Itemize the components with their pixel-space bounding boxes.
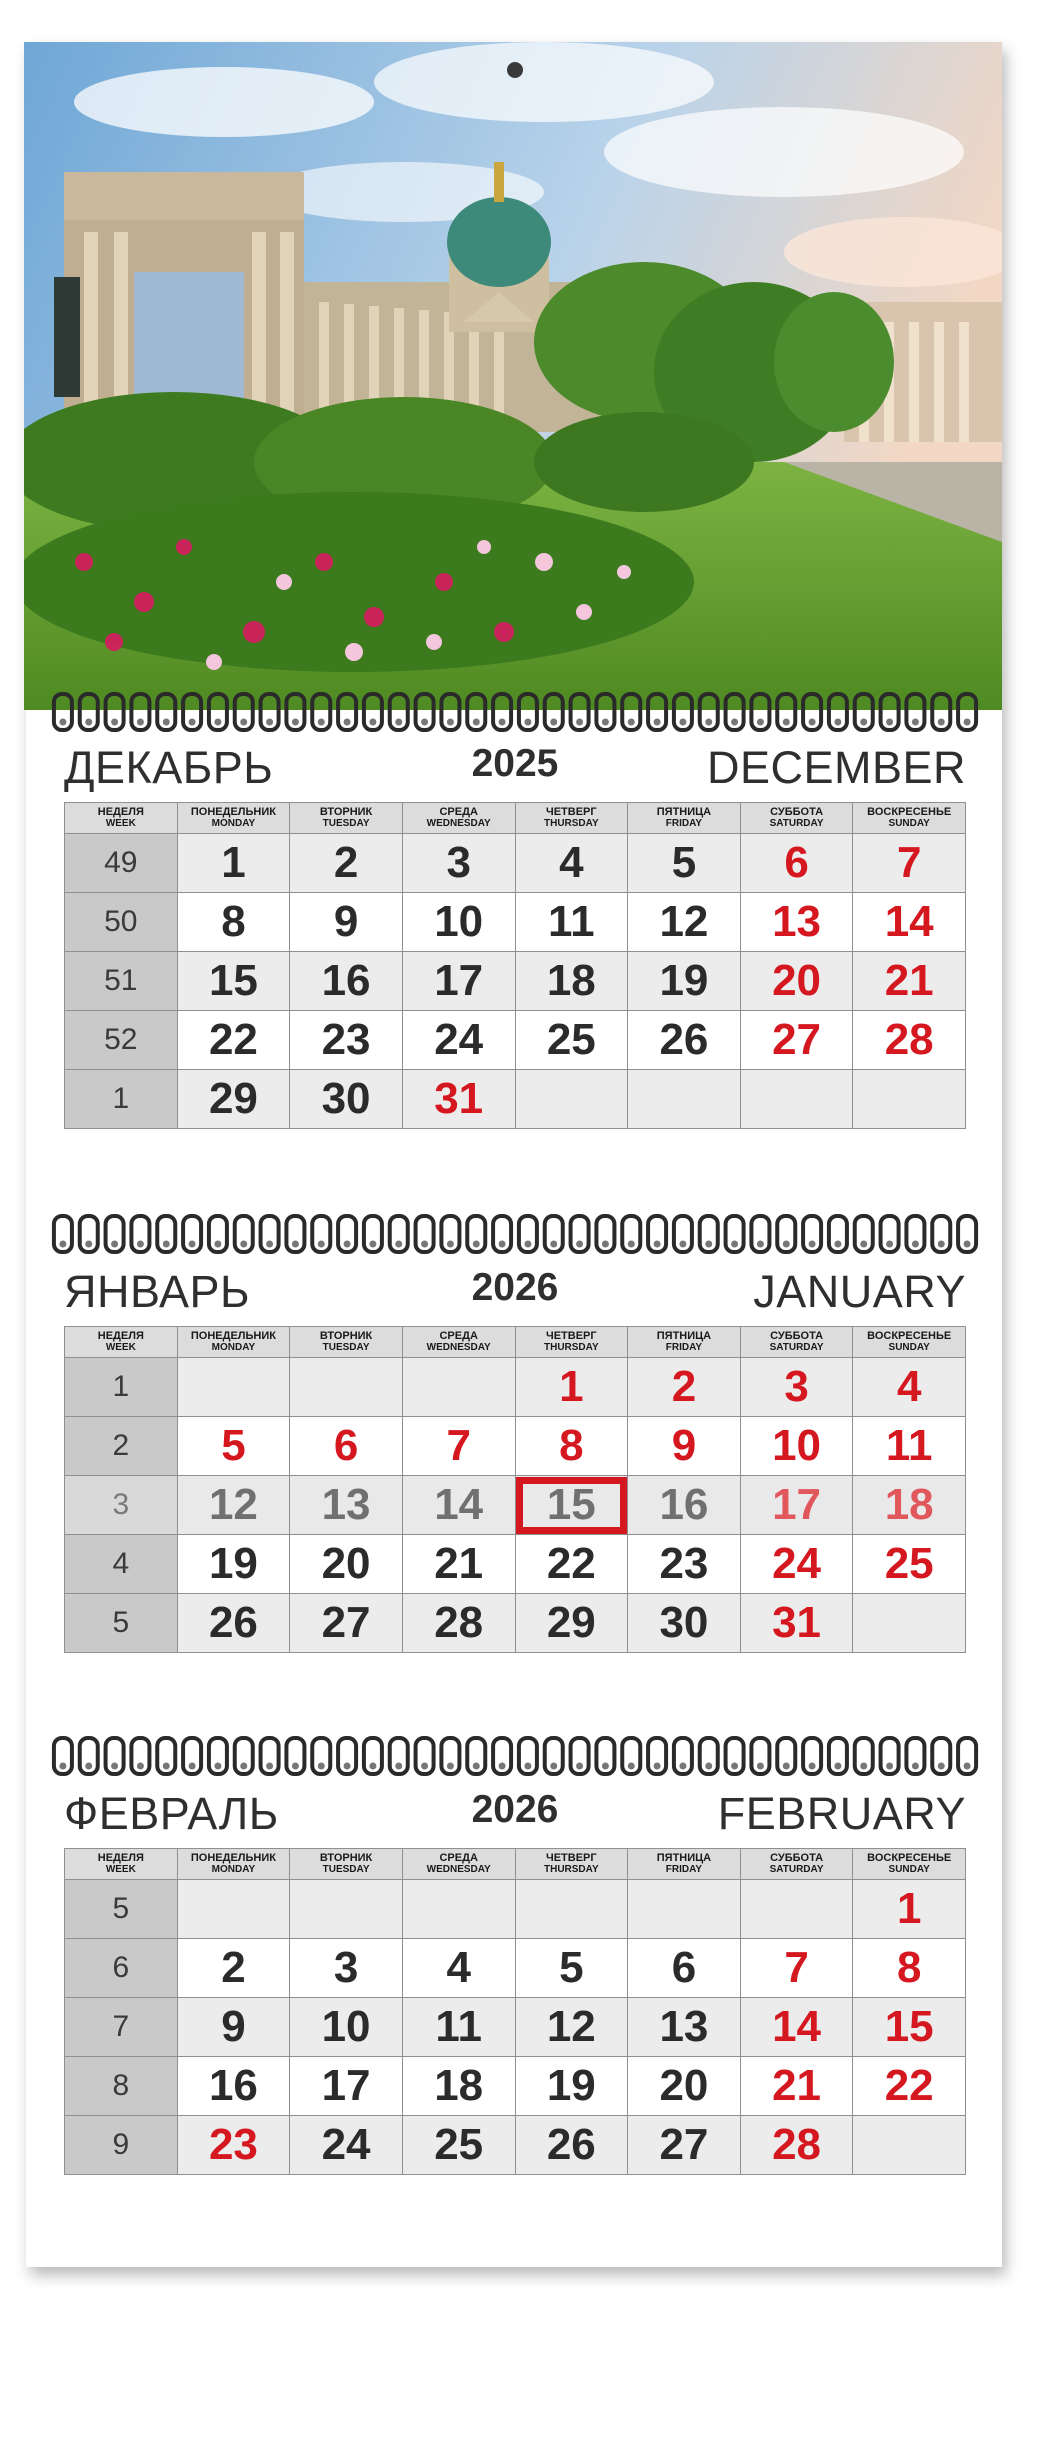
today-highlight-cell: 15: [515, 1476, 628, 1535]
weekday-header-cell: [402, 1327, 515, 1358]
day-cell: 17: [290, 2057, 403, 2116]
day-cell: 24: [290, 2116, 403, 2175]
month-name-ru: ЯНВАРЬ: [64, 1266, 251, 1317]
day-cell: 21: [853, 952, 966, 1011]
day-cell: 4: [515, 834, 628, 893]
weekday-name-en: SATURDAY: [769, 1864, 824, 1875]
week-number: 2: [65, 1417, 178, 1476]
day-cell: 17: [402, 952, 515, 1011]
weekday-name-en: SATURDAY: [769, 818, 824, 829]
weekday-header-cell: [515, 1327, 628, 1358]
weekday-name-en: FRIDAY: [665, 1864, 703, 1875]
day-cell: 13: [628, 1998, 741, 2057]
weekday-name-ru: СРЕДА: [439, 1330, 478, 1342]
week-row: [65, 1476, 966, 1535]
month-grid: [64, 1326, 966, 1653]
weekday-name-en: THURSDAY: [543, 818, 599, 829]
day-cell: 6: [290, 1417, 403, 1476]
day-cell: 10: [740, 1417, 853, 1476]
month-year: 2025: [471, 742, 559, 785]
day-cell: 2: [177, 1939, 290, 1998]
month-block-december: [64, 742, 966, 1129]
week-row: [65, 1417, 966, 1476]
weekday-name-en: SUNDAY: [888, 1864, 930, 1875]
day-cell: 9: [628, 1417, 741, 1476]
day-cell: 27: [628, 2116, 741, 2175]
week-number: 8: [65, 2057, 178, 2116]
day-cell: 15: [853, 1998, 966, 2057]
empty-day-cell: [177, 1358, 290, 1417]
day-cell: 18: [515, 952, 628, 1011]
week-row: [65, 952, 966, 1011]
day-cell: 14: [853, 893, 966, 952]
week-row: [65, 1998, 966, 2057]
day-cell: 3: [290, 1939, 403, 1998]
empty-day-cell: [628, 1070, 741, 1129]
day-cell: 23: [290, 1011, 403, 1070]
month-name-en: JANUARY: [753, 1266, 966, 1317]
week-number: 50: [65, 893, 178, 952]
day-cell: 7: [740, 1939, 853, 1998]
week-row: [65, 1358, 966, 1417]
day-cell: 9: [177, 1998, 290, 2057]
day-cell: 14: [402, 1476, 515, 1535]
day-cell: 8: [515, 1417, 628, 1476]
empty-day-cell: [740, 1880, 853, 1939]
day-cell: 12: [177, 1476, 290, 1535]
week-row: [65, 1939, 966, 1998]
day-cell: 21: [740, 2057, 853, 2116]
day-cell: 9: [290, 893, 403, 952]
weekday-header-cell: [515, 803, 628, 834]
month-name-ru: ФЕВРАЛЬ: [64, 1788, 279, 1839]
month-grid: [64, 802, 966, 1129]
day-cell: 15: [177, 952, 290, 1011]
week-row: [65, 1535, 966, 1594]
day-cell: 5: [628, 834, 741, 893]
empty-day-cell: [402, 1358, 515, 1417]
weekday-header-cell: [402, 803, 515, 834]
day-cell: 12: [515, 1998, 628, 2057]
month-year: 2026: [471, 1266, 559, 1309]
weekday-name-en: WEEK: [105, 1342, 136, 1353]
weekday-name-en: WEDNESDAY: [426, 818, 491, 829]
day-cell: 16: [628, 1476, 741, 1535]
weekday-header-cell: [290, 803, 403, 834]
week-row: [65, 1594, 966, 1653]
month-grid: [64, 1848, 966, 2175]
day-cell: 20: [628, 2057, 741, 2116]
week-number: 5: [65, 1880, 178, 1939]
weekday-header-row: [65, 803, 966, 834]
weekday-name-en: SATURDAY: [769, 1342, 824, 1353]
week-number: 5: [65, 1594, 178, 1653]
day-cell: 26: [515, 2116, 628, 2175]
month-block-february: [64, 1788, 966, 2175]
day-cell: 11: [402, 1998, 515, 2057]
month-header: [64, 1788, 966, 1848]
empty-day-cell: [515, 1070, 628, 1129]
week-row: [65, 2057, 966, 2116]
day-cell: 31: [402, 1070, 515, 1129]
day-cell: 6: [628, 1939, 741, 1998]
day-cell: 5: [515, 1939, 628, 1998]
empty-day-cell: [740, 1070, 853, 1129]
weekday-name-ru: ПЯТНИЦА: [656, 1852, 712, 1864]
week-number: 7: [65, 1998, 178, 2057]
weekday-name-en: WEEK: [105, 818, 136, 829]
day-cell: 22: [853, 2057, 966, 2116]
weekday-name-ru: ВТОРНИК: [319, 806, 373, 818]
day-cell: 7: [402, 1417, 515, 1476]
empty-day-cell: [402, 1880, 515, 1939]
day-cell: 23: [628, 1535, 741, 1594]
empty-day-cell: [290, 1880, 403, 1939]
day-cell: 7: [853, 834, 966, 893]
day-cell: 10: [290, 1998, 403, 2057]
week-number: 4: [65, 1535, 178, 1594]
day-cell: 25: [402, 2116, 515, 2175]
day-cell: 2: [290, 834, 403, 893]
day-cell: 2: [628, 1358, 741, 1417]
weekday-name-ru: СУББОТА: [770, 806, 824, 818]
day-cell: 24: [740, 1535, 853, 1594]
weekday-name-ru: ПОНЕДЕЛЬНИК: [190, 1330, 276, 1342]
day-cell: 13: [290, 1476, 403, 1535]
day-cell: 30: [290, 1070, 403, 1129]
weekday-name-ru: ЧЕТВЕРГ: [545, 806, 597, 818]
weekday-header-cell: [177, 1849, 290, 1880]
week-number: 6: [65, 1939, 178, 1998]
weekday-header-cell: [515, 1849, 628, 1880]
day-cell: 1: [853, 1880, 966, 1939]
spiral-binding: [50, 1734, 980, 1778]
month-header: [64, 742, 966, 802]
weekday-header-cell: [290, 1849, 403, 1880]
week-number: 51: [65, 952, 178, 1011]
day-cell: 19: [628, 952, 741, 1011]
weekday-header-cell: [628, 803, 741, 834]
weekday-name-ru: ВОСКРЕСЕНЬЕ: [867, 1330, 952, 1342]
weekday-header-cell: [740, 1327, 853, 1358]
weekday-header-cell: [628, 1849, 741, 1880]
empty-day-cell: [290, 1358, 403, 1417]
day-cell: 23: [177, 2116, 290, 2175]
day-cell: 28: [853, 1011, 966, 1070]
cathedral-photo: [24, 42, 1002, 710]
day-cell: 19: [177, 1535, 290, 1594]
month-name-en: FEBRUARY: [717, 1788, 966, 1839]
weekday-header-cell: [740, 803, 853, 834]
weekday-name-ru: СРЕДА: [439, 1852, 478, 1864]
empty-day-cell: [853, 2116, 966, 2175]
day-cell: 18: [853, 1476, 966, 1535]
week-number: 1: [65, 1070, 178, 1129]
weekday-name-ru: СУББОТА: [770, 1330, 824, 1342]
weekday-header-cell: [853, 803, 966, 834]
spiral-binding: [50, 690, 980, 734]
weekday-name-en: MONDAY: [211, 1864, 256, 1875]
day-cell: 3: [740, 1358, 853, 1417]
day-cell: 27: [290, 1594, 403, 1653]
weekday-name-ru: НЕДЕЛЯ: [97, 1330, 144, 1342]
weekday-header-cell: [628, 1327, 741, 1358]
weekday-name-ru: ВТОРНИК: [319, 1852, 373, 1864]
day-cell: 17: [740, 1476, 853, 1535]
day-cell: 6: [740, 834, 853, 893]
day-cell: 29: [177, 1070, 290, 1129]
month-year: 2026: [471, 1788, 559, 1831]
day-cell: 28: [740, 2116, 853, 2175]
day-cell: 31: [740, 1594, 853, 1653]
day-cell: 26: [177, 1594, 290, 1653]
weekday-header-cell: [65, 803, 178, 834]
day-cell: 1: [177, 834, 290, 893]
weekday-header-cell: [290, 1327, 403, 1358]
weekday-name-ru: СУББОТА: [770, 1852, 824, 1864]
weekday-name-en: THURSDAY: [543, 1342, 599, 1353]
day-cell: 21: [402, 1535, 515, 1594]
month-name-en: DECEMBER: [706, 742, 966, 793]
day-cell: 24: [402, 1011, 515, 1070]
weekday-name-ru: ВОСКРЕСЕНЬЕ: [867, 806, 952, 818]
empty-day-cell: [853, 1070, 966, 1129]
weekday-name-ru: ПОНЕДЕЛЬНИК: [190, 806, 276, 818]
week-number: 9: [65, 2116, 178, 2175]
weekday-name-en: SUNDAY: [888, 818, 930, 829]
day-cell: 18: [402, 2057, 515, 2116]
weekday-name-en: FRIDAY: [665, 818, 703, 829]
empty-day-cell: [628, 1880, 741, 1939]
day-cell: 4: [402, 1939, 515, 1998]
weekday-name-en: WEDNESDAY: [426, 1864, 491, 1875]
weekday-name-ru: ЧЕТВЕРГ: [545, 1330, 597, 1342]
weekday-header-cell: [740, 1849, 853, 1880]
day-cell: 28: [402, 1594, 515, 1653]
day-cell: 8: [853, 1939, 966, 1998]
weekday-name-ru: ПЯТНИЦА: [656, 806, 712, 818]
weekday-name-en: TUESDAY: [322, 818, 370, 829]
day-cell: 26: [628, 1011, 741, 1070]
day-cell: 5: [177, 1417, 290, 1476]
weekday-name-en: THURSDAY: [543, 1864, 599, 1875]
weekday-name-en: WEDNESDAY: [426, 1342, 491, 1353]
weekday-header-cell: [65, 1849, 178, 1880]
weekday-name-ru: ПЯТНИЦА: [656, 1330, 712, 1342]
day-cell: 22: [515, 1535, 628, 1594]
month-name-ru: ДЕКАБРЬ: [64, 742, 274, 793]
day-cell: 8: [177, 893, 290, 952]
weekday-header-row: [65, 1327, 966, 1358]
weekday-name-ru: НЕДЕЛЯ: [97, 806, 144, 818]
day-cell: 13: [740, 893, 853, 952]
day-cell: 25: [515, 1011, 628, 1070]
week-row: [65, 2116, 966, 2175]
weekday-header-cell: [402, 1849, 515, 1880]
weekday-header-cell: [853, 1327, 966, 1358]
day-cell: 3: [402, 834, 515, 893]
month-header: [64, 1266, 966, 1326]
day-cell: 10: [402, 893, 515, 952]
empty-day-cell: [177, 1880, 290, 1939]
weekday-name-en: SUNDAY: [888, 1342, 930, 1353]
week-number: 3: [65, 1476, 178, 1535]
weekday-name-en: TUESDAY: [322, 1342, 370, 1353]
hanging-hole: [507, 62, 523, 78]
weekday-name-ru: НЕДЕЛЯ: [97, 1852, 144, 1864]
day-cell: 4: [853, 1358, 966, 1417]
empty-day-cell: [515, 1880, 628, 1939]
day-cell: 11: [515, 893, 628, 952]
day-cell: 20: [290, 1535, 403, 1594]
weekday-name-en: WEEK: [105, 1864, 136, 1875]
weekday-name-en: FRIDAY: [665, 1342, 703, 1353]
day-cell: 27: [740, 1011, 853, 1070]
weekday-header-cell: [177, 1327, 290, 1358]
week-row: [65, 1880, 966, 1939]
weekday-header-cell: [177, 803, 290, 834]
day-cell: 16: [290, 952, 403, 1011]
weekday-name-ru: ВТОРНИК: [319, 1330, 373, 1342]
weekday-header-cell: [853, 1849, 966, 1880]
weekday-header-cell: [65, 1327, 178, 1358]
day-cell: 16: [177, 2057, 290, 2116]
weekday-header-row: [65, 1849, 966, 1880]
weekday-name-en: MONDAY: [211, 818, 256, 829]
day-cell: 19: [515, 2057, 628, 2116]
day-cell: 25: [853, 1535, 966, 1594]
week-number: 52: [65, 1011, 178, 1070]
week-row: [65, 1070, 966, 1129]
empty-day-cell: [853, 1594, 966, 1653]
week-row: [65, 834, 966, 893]
month-block-january: [64, 1266, 966, 1653]
day-cell: 22: [177, 1011, 290, 1070]
week-row: [65, 893, 966, 952]
day-cell: 11: [853, 1417, 966, 1476]
spiral-binding: [50, 1212, 980, 1256]
weekday-name-en: MONDAY: [211, 1342, 256, 1353]
day-cell: 14: [740, 1998, 853, 2057]
weekday-name-en: TUESDAY: [322, 1864, 370, 1875]
week-number: 1: [65, 1358, 178, 1417]
day-cell: 30: [628, 1594, 741, 1653]
weekday-name-ru: СРЕДА: [439, 806, 478, 818]
weekday-name-ru: ПОНЕДЕЛЬНИК: [190, 1852, 276, 1864]
week-row: [65, 1011, 966, 1070]
day-cell: 29: [515, 1594, 628, 1653]
week-number: 49: [65, 834, 178, 893]
weekday-name-ru: ЧЕТВЕРГ: [545, 1852, 597, 1864]
weekday-name-ru: ВОСКРЕСЕНЬЕ: [867, 1852, 952, 1864]
day-cell: 12: [628, 893, 741, 952]
day-cell: 20: [740, 952, 853, 1011]
day-cell: 1: [515, 1358, 628, 1417]
